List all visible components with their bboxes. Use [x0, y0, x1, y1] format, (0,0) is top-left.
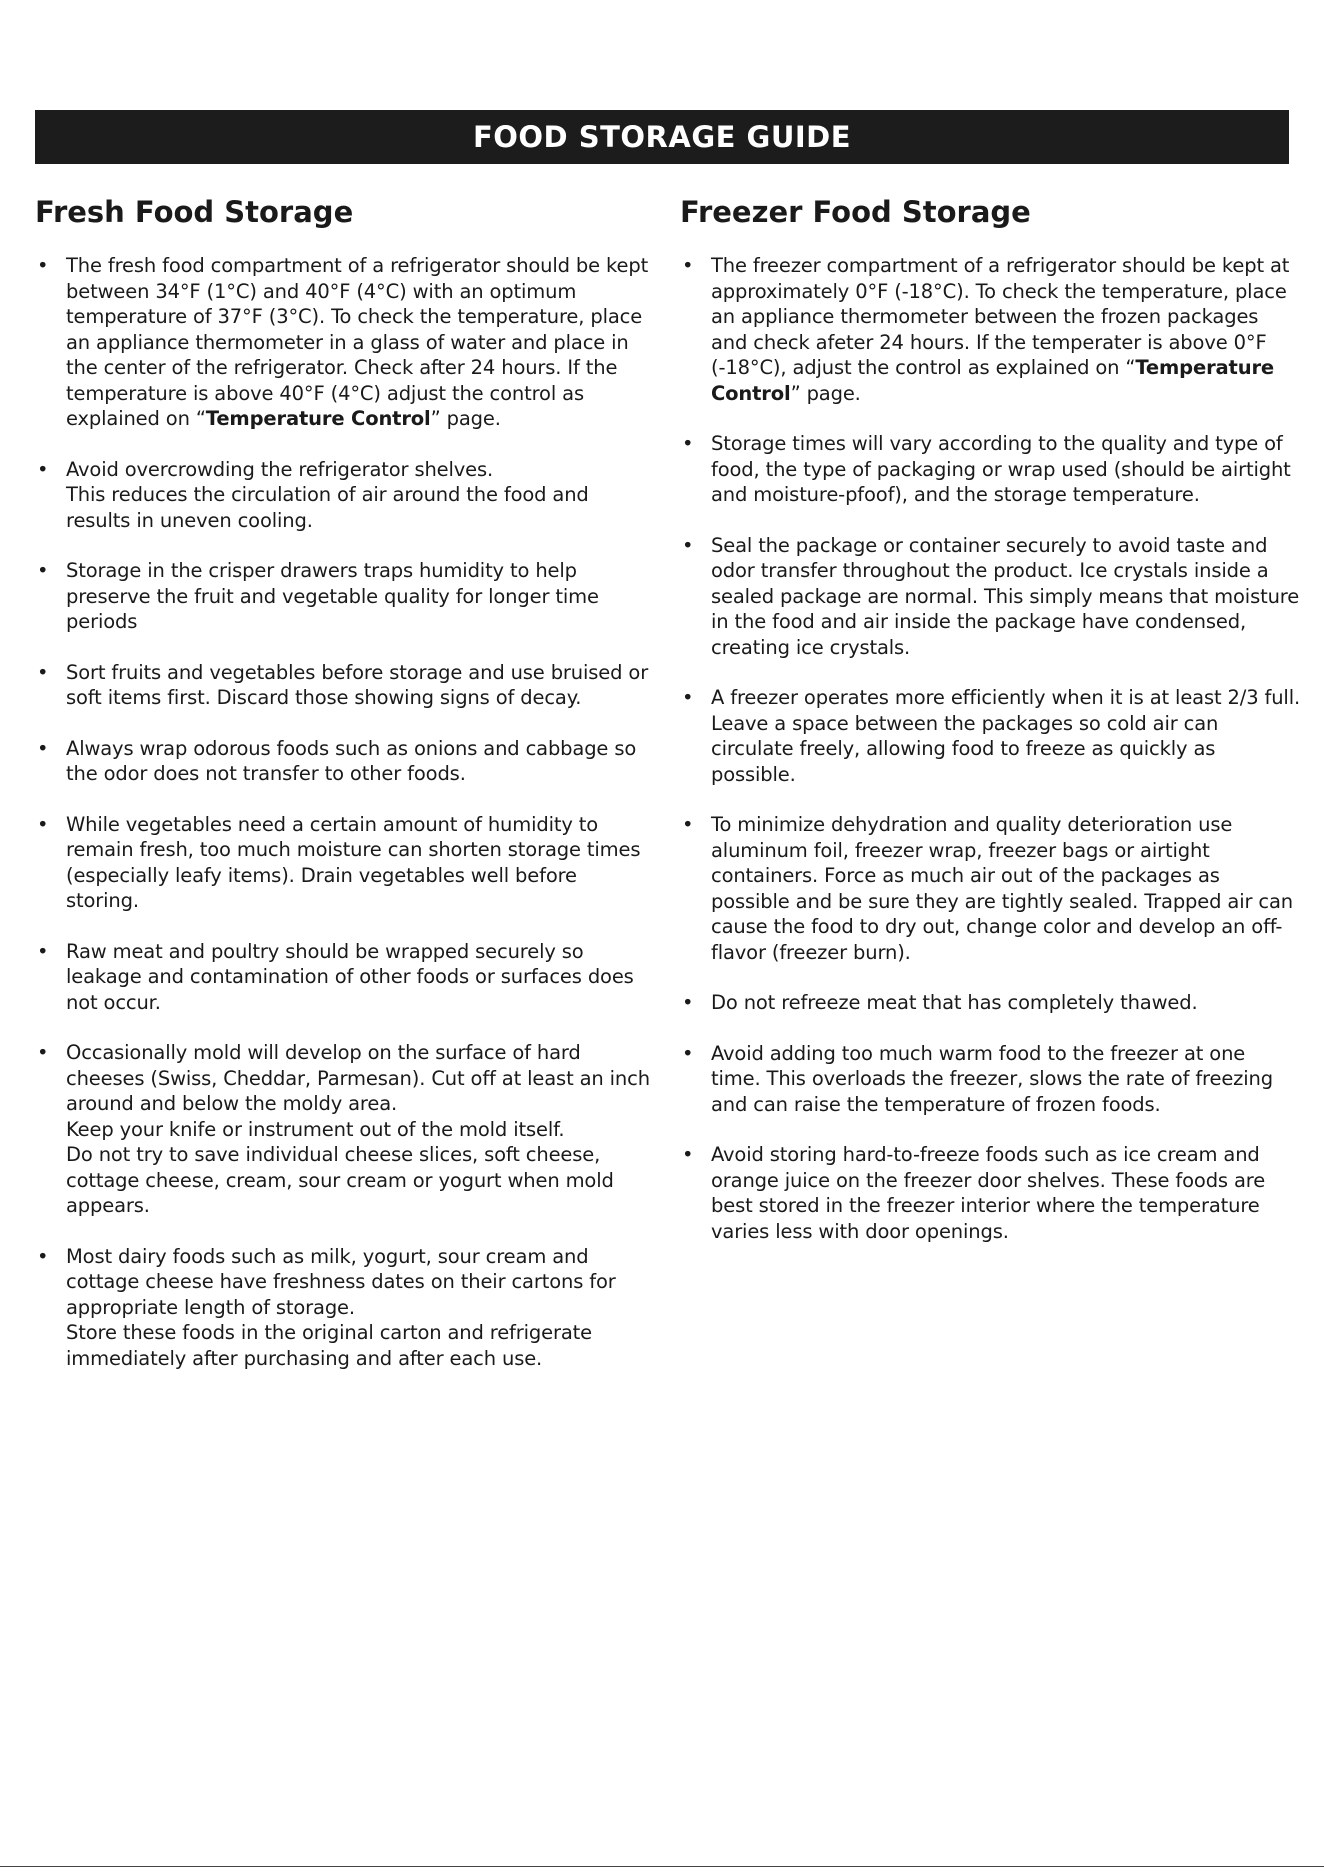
footer-rule — [0, 1866, 1324, 1867]
bullet-icon: • — [682, 533, 694, 557]
temperature-control-reference: Temperature Control — [205, 407, 431, 430]
item-line: While vegetables need a certain amount of humidity to remain fresh, too much moisture can shorten storage times (especially leafy items). Drain vegetables well before storing. — [66, 812, 641, 912]
page-title-banner — [35, 110, 1289, 164]
page-title: FOOD STORAGE GUIDE — [472, 120, 852, 154]
item-line: Store these foods in the original carton and refrigerate immediately after purchasing and after each use. — [66, 1321, 592, 1370]
bullet-icon: • — [37, 1041, 49, 1064]
fresh-food-heading: Fresh Food Storage — [35, 195, 354, 229]
item-line: Always wrap odorous foods such as onions and cabbage so the odor does not transfer to other foods. — [66, 736, 637, 785]
item-text-end: ” page. — [430, 407, 501, 430]
bullet-icon: • — [37, 559, 49, 582]
fresh-food-item — [35, 812, 655, 914]
item-line: Raw meat and poultry should be wrapped securely so leakage and contamination of other foods or surfaces does not occur. — [66, 939, 634, 1014]
bullet-icon: • — [682, 432, 694, 455]
item-line: Most dairy foods such as milk, yogurt, sour cream and cottage cheese have freshness dates on their cartons for appropriate length of storage. — [66, 1244, 616, 1319]
item-line: Sort fruits and vegetables before storage and use bruised or soft items first. Discard those showing signs of decay. — [66, 660, 649, 709]
item-line: This reduces the circulation of air around the food and results in uneven cooling. — [66, 483, 589, 532]
freezer-food-item — [680, 253, 1300, 406]
fresh-food-item — [35, 736, 655, 787]
bullet-icon: • — [682, 813, 694, 836]
fresh-food-item — [35, 457, 655, 534]
fresh-food-column — [35, 193, 655, 1396]
bullet-icon: • — [682, 991, 694, 1014]
fresh-food-item — [35, 939, 655, 1016]
item-line: To minimize dehydration and quality deterioration use aluminum foil, freezer wrap, freezer bags or airtight containers. Force as much air out of the packages as possible and be sure they are tightly sealed. Trapped air can cause the food to dry out, change color and develop an off-flavor (freezer burn). — [711, 813, 1293, 964]
bullet-icon: • — [682, 686, 694, 709]
bullet-icon: • — [37, 939, 49, 963]
item-line: A freezer operates more efficiently when it is at least 2/3 full. Leave a space between the packages so cold air can circulate freely, allowing food to freeze as quickly as possible. — [711, 686, 1301, 786]
item-text-end: ” page. — [790, 381, 861, 405]
item-line: Storage in the crisper drawers traps humidity to help preserve the fruit and vegetable quality for longer time periods — [66, 559, 599, 633]
bullet-icon: • — [37, 736, 49, 760]
fresh-food-item — [35, 660, 655, 711]
item-line: Keep your knife or instrument out of the mold itself. — [66, 1117, 565, 1141]
bullet-icon: • — [682, 1041, 694, 1065]
item-line: Occasionally mold will develop on the surface of hard cheeses (Swiss, Cheddar, Parmesan). Cut off at least an inch around and below the moldy area. — [66, 1041, 650, 1115]
freezer-food-item — [680, 685, 1300, 787]
fresh-food-item — [35, 558, 655, 635]
freezer-food-item — [680, 431, 1300, 508]
temperature-control-reference: Temperature Control — [711, 356, 1274, 405]
fresh-food-item — [35, 253, 655, 432]
item-line: Seal the package or container securely to avoid taste and odor transfer throughout the product. Ice crystals inside a sealed package are normal. This simply means that moisture in the food and air inside the package have condensed, creating ice crystals. — [711, 533, 1300, 659]
item-line: Do not try to save individual cheese slices, soft cheese, cottage cheese, cream, sour cream or yogurt when mold appears. — [66, 1143, 614, 1217]
freezer-food-column — [680, 193, 1300, 1269]
item-line: Storage times will vary according to the quality and type of food, the type of packaging or wrap used (should be airtight and moisture-pfoof), and the storage temperature. — [711, 432, 1291, 506]
fresh-food-item — [35, 1040, 655, 1219]
item-line: Avoid overcrowding the refrigerator shelves. — [66, 457, 494, 481]
freezer-food-item — [680, 990, 1300, 1016]
bullet-icon: • — [682, 1143, 694, 1166]
item-line: Avoid storing hard-to-freeze foods such as ice cream and orange juice on the freezer door shelves. These foods are best stored in the freezer interior where the temperature varies less with door openings. — [711, 1143, 1266, 1243]
freezer-food-item — [680, 1041, 1300, 1118]
item-text: The fresh food compartment of a refrigerator should be kept between 34°F (1°C) and 40°F (4°C) with an optimum temperature of 37°F (3°C). To check the temperature, place an appliance thermometer in a glass of water and place in the center of the refrigerator. Check after 24 hours. If the temperature is above 40°F (4°C) adjust the control as explained on “ — [66, 254, 649, 430]
item-text: The freezer compartment of a refrigerator should be kept at approximately 0°F (-18°C). To check the temperature, place an appliance thermometer between the frozen packages and check afeter 24 hours. If the temperater is above 0°F (-18°C), adjust the control as explained on “ — [711, 254, 1290, 379]
item-line: Avoid adding too much warm food to the freezer at one time. This overloads the freezer, slows the rate of freezing and can raise the temperature of frozen foods. — [711, 1041, 1273, 1116]
bullet-icon: • — [37, 660, 49, 684]
freezer-food-item — [680, 533, 1300, 661]
bullet-icon: • — [682, 254, 694, 277]
bullet-icon: • — [37, 457, 49, 481]
freezer-food-heading: Freezer Food Storage — [680, 195, 1031, 229]
bullet-icon: • — [37, 254, 49, 277]
fresh-food-list — [35, 253, 655, 1371]
bullet-icon: • — [37, 1244, 49, 1268]
freezer-food-item — [680, 1142, 1300, 1244]
bullet-icon: • — [37, 812, 49, 836]
freezer-food-item — [680, 812, 1300, 965]
freezer-food-list — [680, 253, 1300, 1244]
fresh-food-item — [35, 1244, 655, 1372]
item-line: Do not refreeze meat that has completely thawed. — [711, 991, 1198, 1014]
